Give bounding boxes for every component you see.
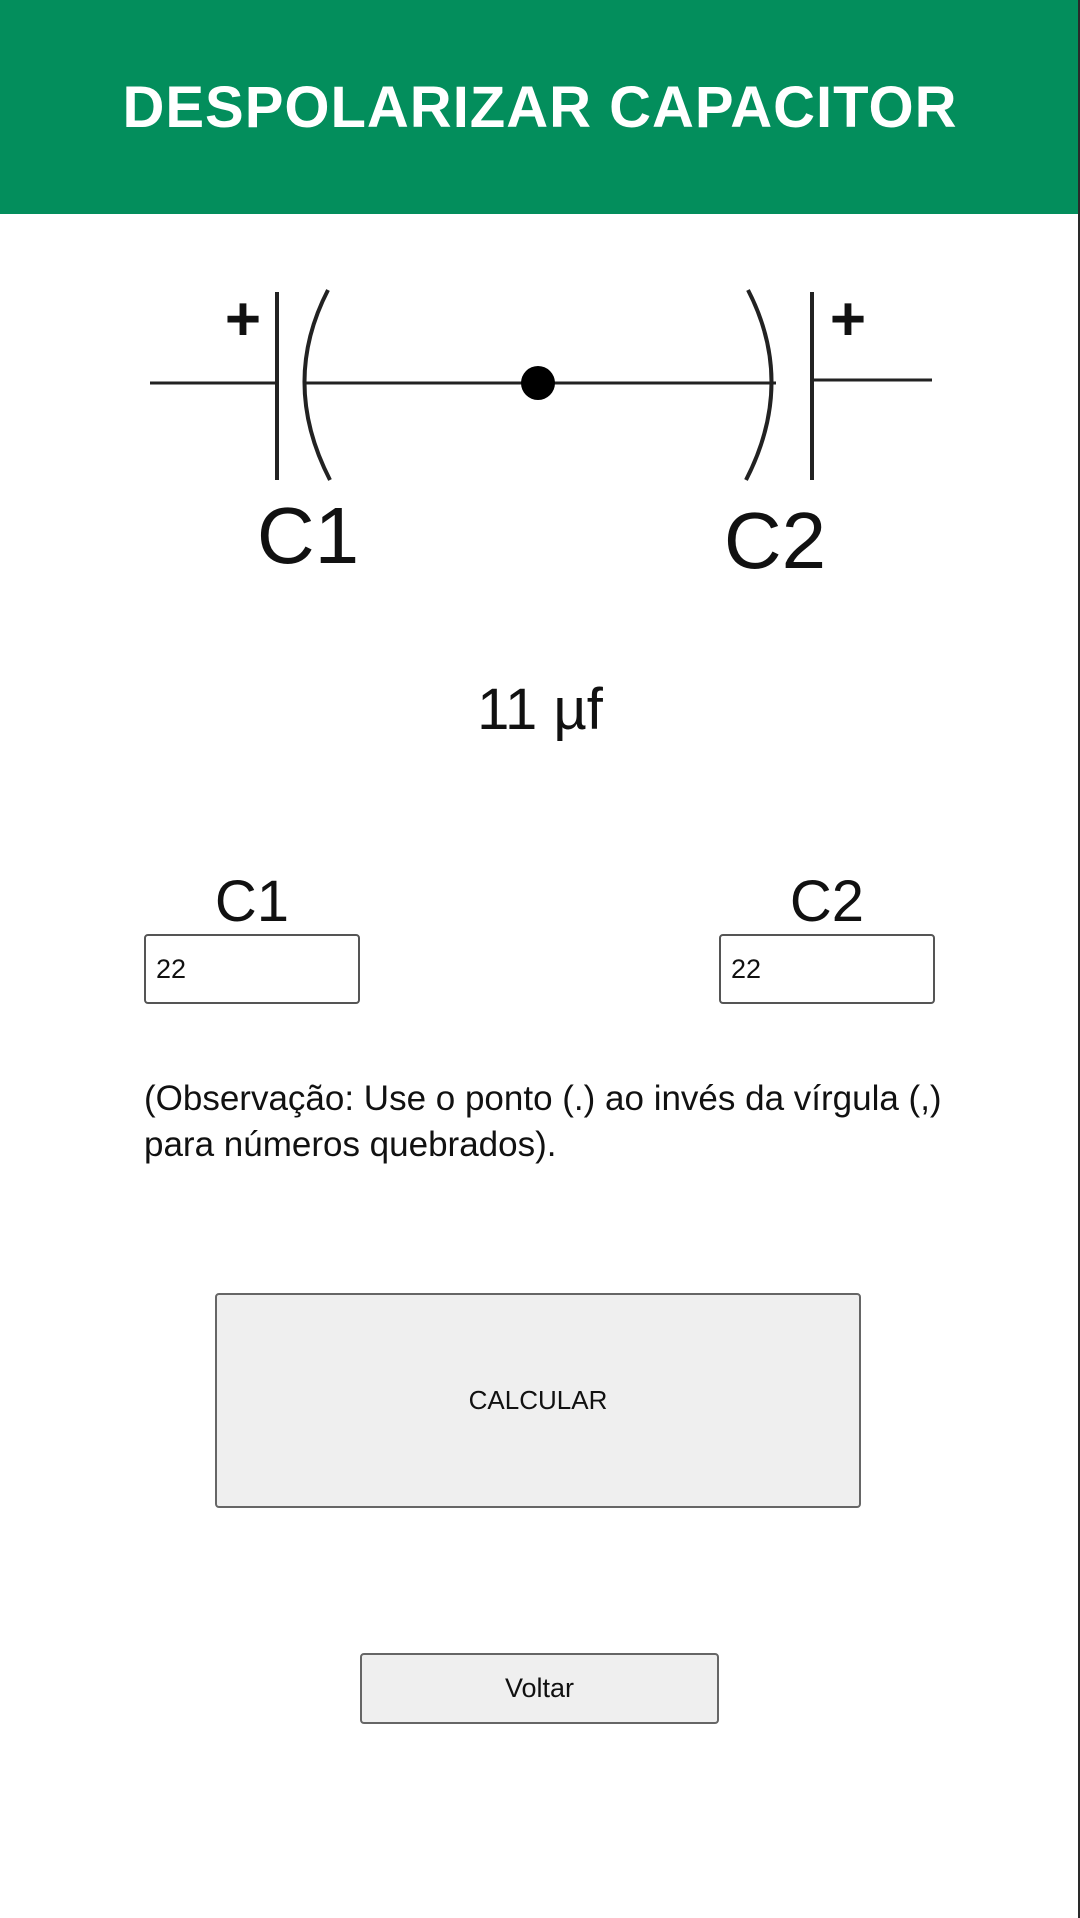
result-value: 11 µf <box>477 677 603 742</box>
junction-dot <box>521 366 555 400</box>
c2-curved-plate <box>746 290 772 480</box>
decimal-note: (Observação: Use o ponto (.) ao invés da vírgula (,) para números quebrados). <box>144 1079 942 1164</box>
capacitor-diagram <box>140 280 940 580</box>
page-title: DESPOLARIZAR CAPACITOR <box>122 74 958 140</box>
c1-input[interactable] <box>144 934 360 1004</box>
back-button[interactable]: Voltar <box>360 1653 719 1724</box>
calculate-button[interactable]: CALCULAR <box>215 1293 861 1508</box>
c1-plus-sign: + <box>224 285 262 354</box>
c2-label: C2 <box>789 869 865 934</box>
c1-label: C1 <box>214 869 290 934</box>
c2-plus-sign: + <box>829 285 867 354</box>
diagram-label-c2: C2 <box>723 496 827 580</box>
app-header <box>0 0 1080 214</box>
c2-input[interactable] <box>719 934 935 1004</box>
diagram-label-c1: C1 <box>256 491 360 580</box>
c1-curved-plate <box>304 290 330 480</box>
